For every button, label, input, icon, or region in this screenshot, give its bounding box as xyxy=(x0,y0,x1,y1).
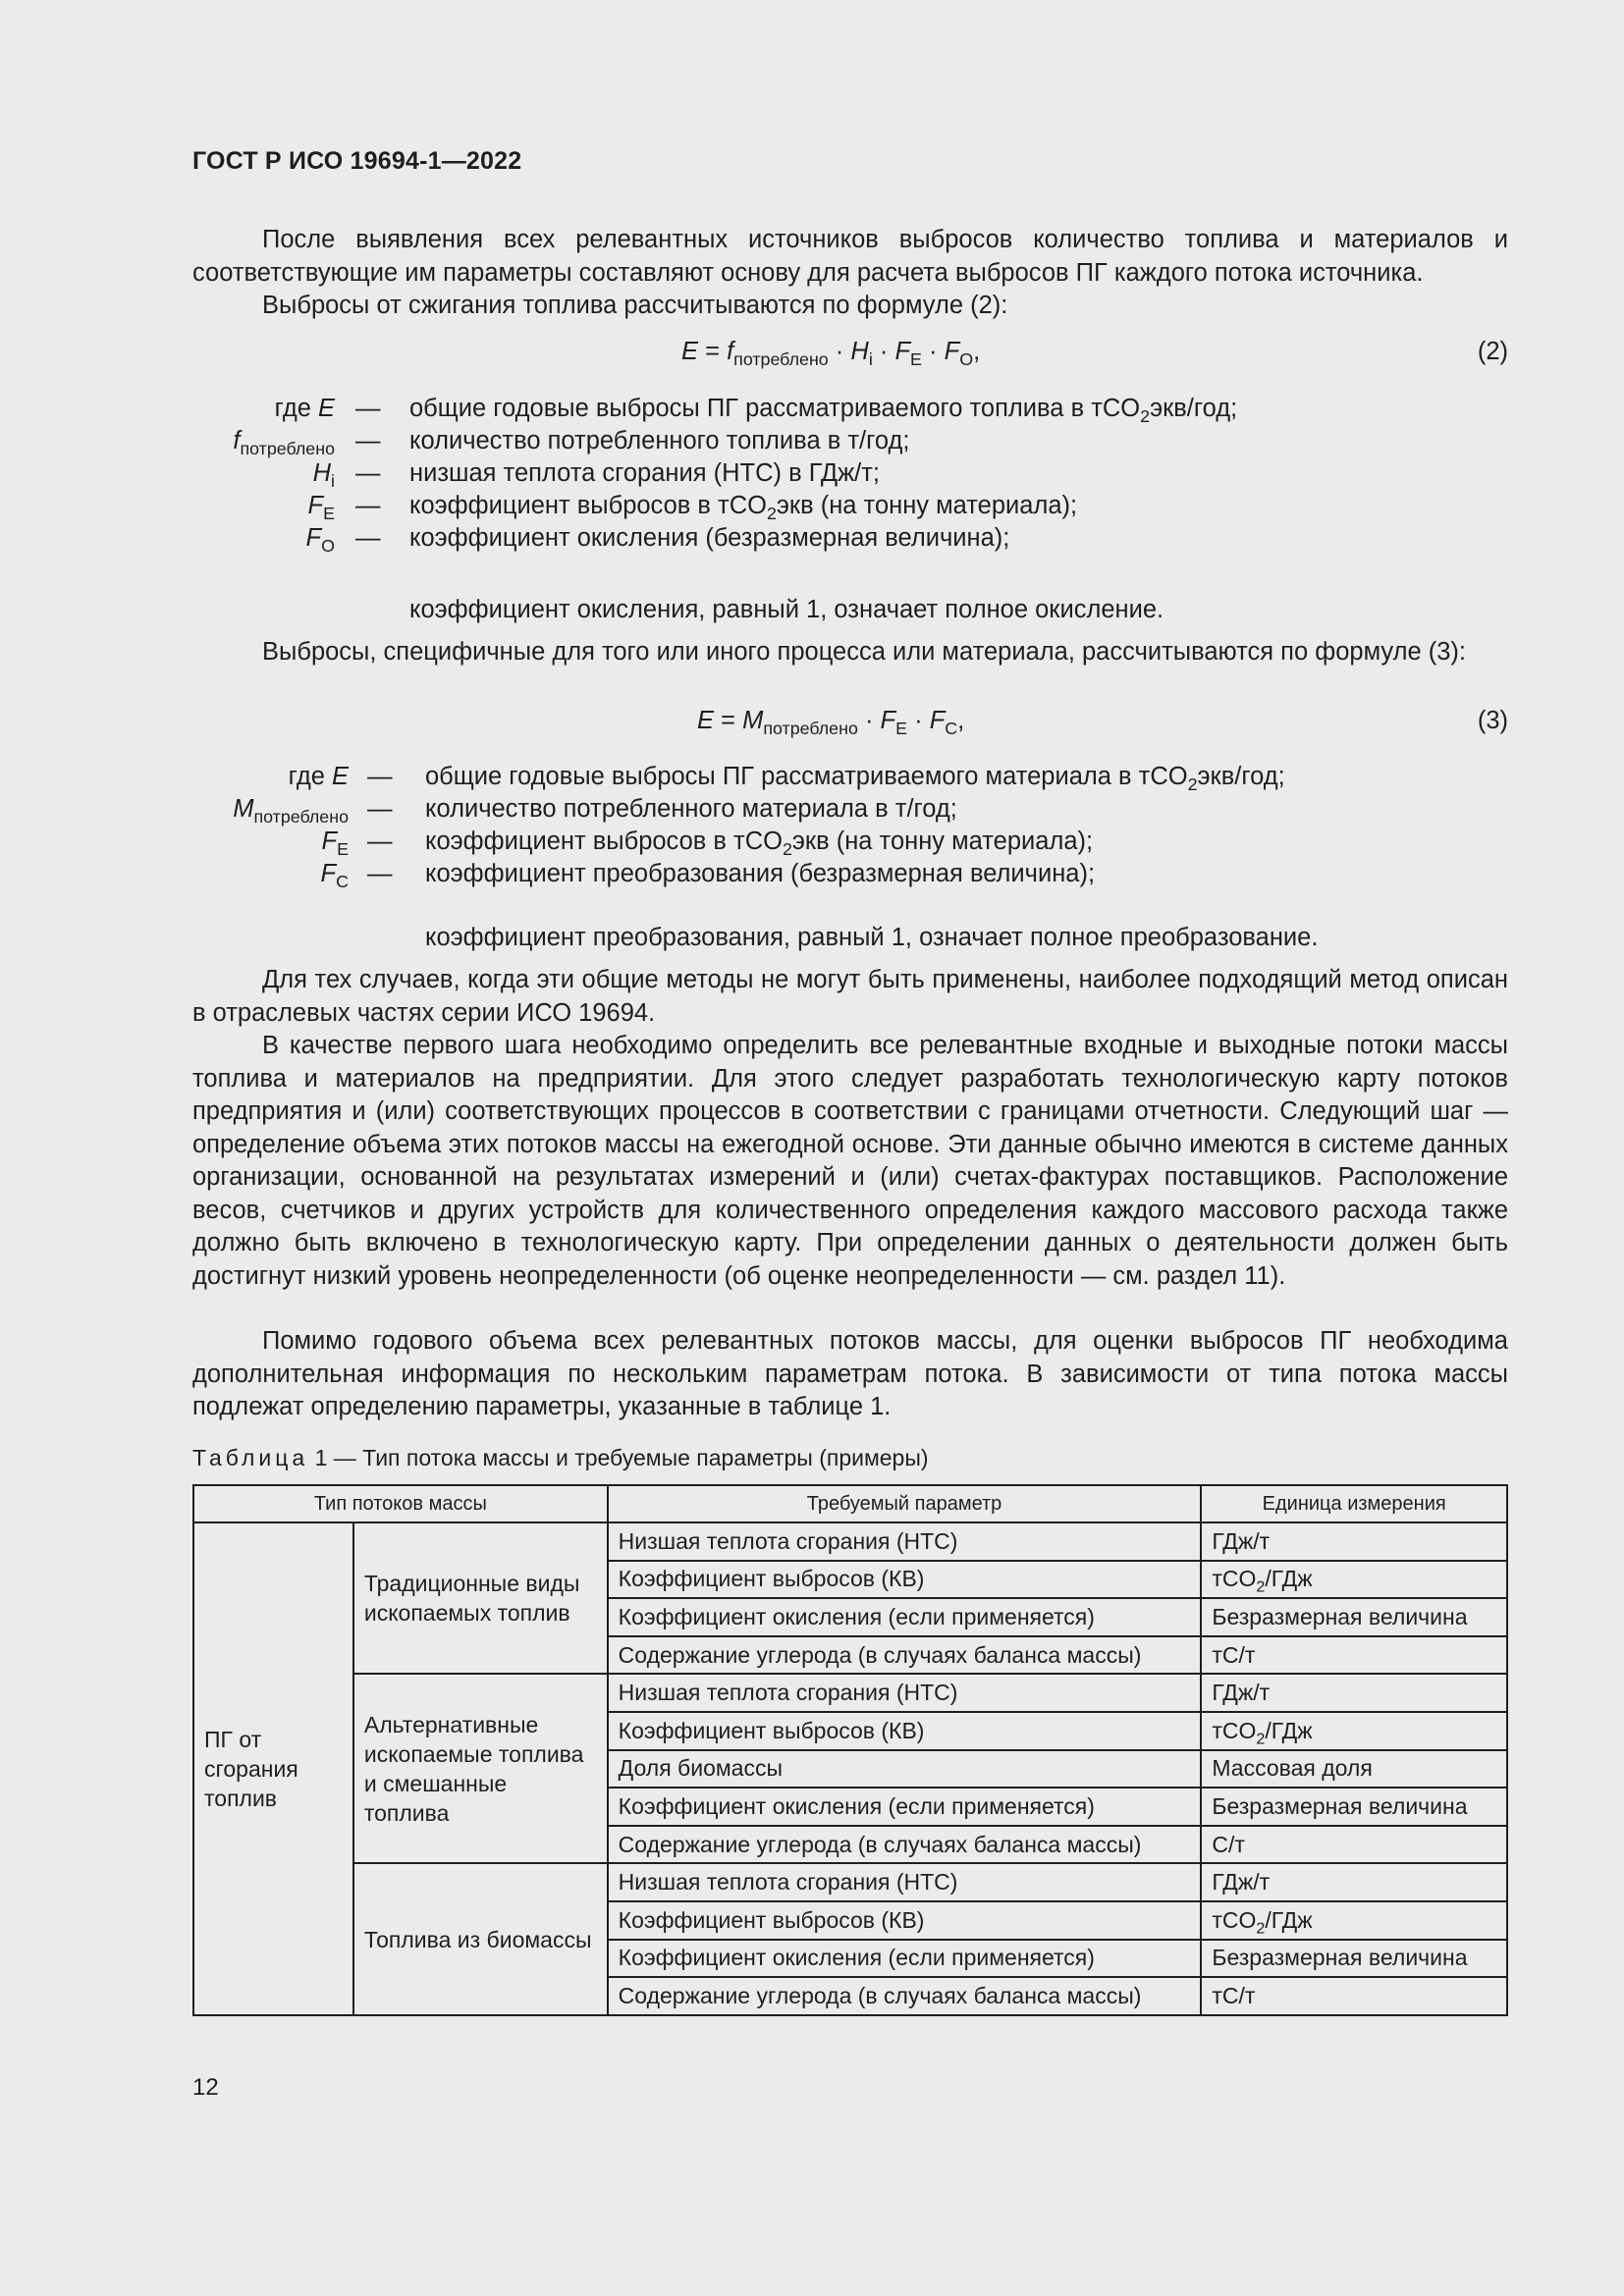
table-cell-fuel-group: Альтернативные ископаемые топлива и смешанные топлива xyxy=(353,1674,608,1863)
definition-symbol: $F_O$ xyxy=(305,524,335,557)
definition-description: коэффициент выбросов в тCO$_2$экв (на тонну материала); xyxy=(425,828,1094,860)
definition-description: количество потребленного топлива в т/год; xyxy=(409,427,910,454)
definition-row xyxy=(192,459,1508,492)
definition-dash: — xyxy=(355,459,381,487)
table-row xyxy=(193,1522,1507,1561)
paragraph-5: В качестве первого шага необходимо определить все релевантные входные и выходные потоки массы топлива и материалов на предприятии. Для этого следует разработать технологическую карту потоков предприятия и (или) соответствующих процессов в соответствии с границами отчетности. Следующий шаг — определение объема этих потоков массы на ежегодной основе. Эти данные обычно имеются в системе данных организации, основанной на результатах измерений и (или) счетах-фактурах поставщиков. Расположение весов, счетчиков и других устройств для количественного определения каждого массового расхода также должно быть включено в технологическую карту. При определении данных о деятельности должен быть достигнут низкий уровень неопределенности (об оценке неопределенности — см. раздел 11). xyxy=(192,1032,1508,1290)
table-cell-unit: ГДж/т xyxy=(1201,1522,1507,1561)
table-cell-unit: тCO$_2$/ГДж xyxy=(1201,1712,1507,1750)
table-cell-parameter: Низшая теплота сгорания (НТС) xyxy=(608,1674,1202,1712)
definition-dash: — xyxy=(355,395,381,422)
definition-dash: — xyxy=(367,828,393,855)
paragraph-4: Для тех случаев, когда эти общие методы не могут быть применены, наиболее подходящий метод описан в отраслевых частях серии ИСО 19694. xyxy=(192,966,1508,1027)
formula-2: $E = f_{потреблено} \cdot H_i \cdot F_E \cdot F_O$, xyxy=(681,338,981,370)
definition-row xyxy=(192,395,1508,427)
table-header-parameter: Требуемый параметр xyxy=(608,1485,1202,1522)
paragraph-6: Помимо годового объема всех релевантных потоков массы, для оценки выбросов ПГ необходима дополнительная информация по нескольким параметрам потока. В зависимости от типа потока массы подлежат определению параметры, указанные в таблице 1. xyxy=(192,1327,1508,1420)
definition-description: общие годовые выбросы ПГ рассматриваемого топлива в тCO$_2$экв/год; xyxy=(409,395,1238,427)
definition-symbol: где E xyxy=(288,763,349,790)
table-cell-parameter: Содержание углерода (в случаях баланса массы) xyxy=(608,1636,1202,1675)
table-cell-unit: Безразмерная величина xyxy=(1201,1940,1507,1978)
table-cell-unit: Безразмерная величина xyxy=(1201,1598,1507,1636)
table-cell-unit: тС/т xyxy=(1201,1977,1507,2015)
table-cell-unit: тCO$_2$/ГДж xyxy=(1201,1561,1507,1599)
definition-dash: — xyxy=(367,860,393,887)
definition-description: коэффициент преобразования (безразмерная величина); xyxy=(425,860,1096,887)
table-cell-unit: Массовая доля xyxy=(1201,1750,1507,1789)
paragraph-1: После выявления всех релевантных источников выбросов количество топлива и материалов и соответствующие им параметры составляют основу для расчета выбросов ПГ каждого потока источника. xyxy=(192,226,1508,287)
definition-symbol: $f_{потреблено}$ xyxy=(233,427,335,459)
table-row xyxy=(193,1863,1507,1901)
definition-row xyxy=(192,795,1508,828)
definition-symbol: $F_C$ xyxy=(320,860,349,892)
document-header: ГОСТ Р ИСО 19694-1—2022 xyxy=(192,147,522,175)
definition-row xyxy=(192,828,1508,860)
table-cell-parameter: Коэффициент окисления (если применяется) xyxy=(608,1598,1202,1636)
formula-2-definition-note: коэффициент окисления, равный 1, означает полное окисление. xyxy=(409,596,1164,623)
table-cell-unit: тС/т xyxy=(1201,1636,1507,1675)
definition-dash: — xyxy=(355,492,381,519)
table-cell-parameter: Доля биомассы xyxy=(608,1750,1202,1789)
table-1 xyxy=(192,1484,1508,2016)
table-cell-unit: ГДж/т xyxy=(1201,1863,1507,1901)
table-cell-parameter: Коэффициент выбросов (КВ) xyxy=(608,1561,1202,1599)
table-cell-unit: Безразмерная величина xyxy=(1201,1788,1507,1826)
table-cell-parameter: Коэффициент окисления (если применяется) xyxy=(608,1940,1202,1978)
paragraph-2: Выбросы от сжигания топлива рассчитываются по формуле (2): xyxy=(262,292,1008,319)
table-header-unit: Единица измерения xyxy=(1201,1485,1507,1522)
definition-description: низшая теплота сгорания (НТС) в ГДж/т; xyxy=(409,459,881,487)
definition-row xyxy=(192,492,1508,524)
formula-3: $E = M_{потреблено} \cdot F_E \cdot F_C$, xyxy=(697,707,965,739)
table-cell-parameter: Коэффициент выбросов (КВ) xyxy=(608,1712,1202,1750)
formula-3-number: (3) xyxy=(1477,707,1508,734)
table-cell-parameter: Коэффициент окисления (если применяется) xyxy=(608,1788,1202,1826)
table-cell-parameter: Содержание углерода (в случаях баланса массы) xyxy=(608,1826,1202,1864)
table-header-row xyxy=(193,1485,1507,1522)
table-cell-unit: тCO$_2$/ГДж xyxy=(1201,1901,1507,1940)
table-row xyxy=(193,1674,1507,1712)
table-caption: Таблица 1 — Тип потока массы и требуемые параметры (примеры) xyxy=(192,1445,929,1470)
page-number: 12 xyxy=(192,2074,219,2101)
paragraph-3: Выбросы, специфичные для того или иного процесса или материала, рассчитываются по формуле (3): xyxy=(262,638,1466,666)
formula-3-definition-note: коэффициент преобразования, равный 1, означает полное преобразование. xyxy=(425,924,1319,951)
definition-row xyxy=(192,427,1508,459)
table-cell-fuel-group: Традиционные виды ископаемых топлив xyxy=(353,1522,608,1674)
definition-description: общие годовые выбросы ПГ рассматриваемого материала в тCO$_2$экв/год; xyxy=(425,763,1285,795)
definition-description: коэффициент окисления (безразмерная величина); xyxy=(409,524,1010,552)
definition-symbol: $F_E$ xyxy=(321,828,349,860)
definition-symbol: где E xyxy=(274,395,335,422)
table-cell-parameter: Коэффициент выбросов (КВ) xyxy=(608,1901,1202,1940)
definition-symbol: $H_i$ xyxy=(312,459,335,492)
table-cell-parameter: Низшая теплота сгорания (НТС) xyxy=(608,1522,1202,1561)
table-cell-unit: С/т xyxy=(1201,1826,1507,1864)
definition-dash: — xyxy=(367,795,393,823)
definition-dash: — xyxy=(367,763,393,790)
formula-2-number: (2) xyxy=(1477,338,1508,365)
table-cell-main-group: ПГ от сгорания топлив xyxy=(193,1522,353,2015)
table-cell-parameter: Низшая теплота сгорания (НТС) xyxy=(608,1863,1202,1901)
definition-row xyxy=(192,524,1508,557)
definition-symbol: $F_E$ xyxy=(307,492,335,524)
table-header-flow-type: Тип потоков массы xyxy=(193,1485,608,1522)
definition-dash: — xyxy=(355,427,381,454)
definition-symbol: $M_{потреблено}$ xyxy=(233,795,349,828)
definition-row xyxy=(192,860,1508,892)
table-cell-fuel-group: Топлива из биомассы xyxy=(353,1863,608,2014)
definition-row xyxy=(192,763,1508,795)
definition-description: коэффициент выбросов в тCO$_2$экв (на тонну материала); xyxy=(409,492,1078,524)
definition-description: количество потребленного материала в т/год; xyxy=(425,795,957,823)
table-cell-unit: ГДж/т xyxy=(1201,1674,1507,1712)
definition-dash: — xyxy=(355,524,381,552)
table-cell-parameter: Содержание углерода (в случаях баланса массы) xyxy=(608,1977,1202,2015)
